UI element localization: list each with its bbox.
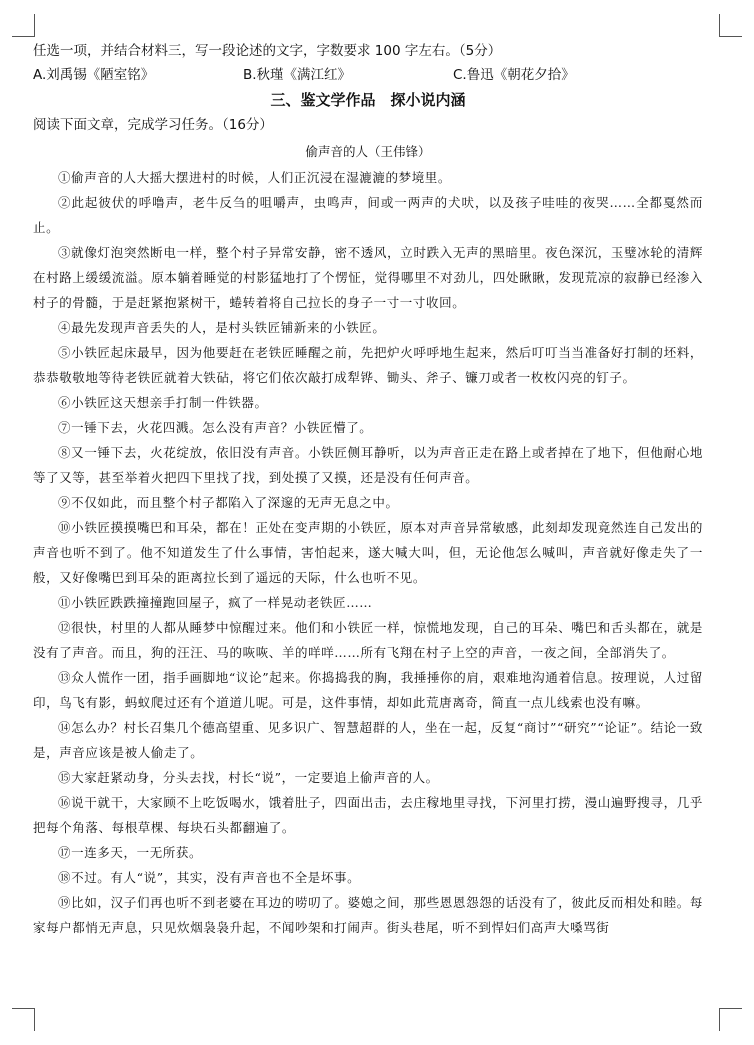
crop-mark-bottom-left <box>12 1008 35 1031</box>
section-title: 三、鉴文学作品 探小说内涵 <box>270 91 466 109</box>
crop-mark-top-left <box>12 14 35 37</box>
story-paragraph: ⑪小铁匠跌跌撞撞跑回屋子，疯了一样晃动老铁匠…… <box>58 595 373 610</box>
options-row <box>33 63 703 87</box>
story-paragraph: ⑮大家赶紧动身，分头去找，村长“说”，一定要追上偷声音的人。 <box>58 770 439 785</box>
story-paragraph: ③就像灯泡突然断电一样，整个村子异常安静，密不透风，立时跌入无声的黑暗里。夜色深沉，玉璧冰轮的清辉在村路上缓缓流溢。原本躺着睡觉的村影猛地打了个愣怔，觉得哪里不对劲儿，四处瞅瞅，发现荒凉的寂静已经渗入村子的骨髓，于是赶紧抱紧树干，蜷转着将自己拉长的身子一寸一寸收回。 <box>33 245 703 310</box>
story-paragraph: ⑰一连多天，一无所获。 <box>58 845 203 860</box>
task-line: 任选一项，并结合材料三，写一段论述的文字，字数要求 100 字左右。（5分） <box>33 43 502 59</box>
story-title: 偷声音的人（王伟锋） <box>305 144 431 159</box>
crop-mark-top-right <box>719 14 742 37</box>
crop-mark-bottom-right <box>719 1008 742 1031</box>
story-paragraph: ⑫很快，村里的人都从睡梦中惊醒过来。他们和小铁匠一样，惊慌地发现，自己的耳朵、嘴巴和舌头都在，就是没有了声音。而且，狗的汪汪、马的咴咴、羊的咩咩……所有飞翔在村子上空的声音，一夜之间，全部消失了。 <box>33 620 703 660</box>
story-paragraph: ⑭怎么办？村长召集几个德高望重、见多识广、智慧超群的人，坐在一起，反复“商讨”“研究”“论证”。结论一致是，声音应该是被人偷走了。 <box>33 720 703 760</box>
story-paragraph: ⑤小铁匠起床最早，因为他要赶在老铁匠睡醒之前，先把炉火呼呼地生起来，然后叮叮当当准备好打制的坯料，恭恭敬敬地等待老铁匠就着大铁砧，将它们依次敲打成犁铧、锄头、斧子、镰刀或者一枚枚闪亮的钉子。 <box>33 345 703 385</box>
option-c: C.鲁迅《朝花夕拾》 <box>453 67 575 83</box>
option-a: A.刘禹锡《陋室铭》 <box>33 67 155 83</box>
story-paragraph: ①偷声音的人大摇大摆进村的时候，人们正沉浸在湿漉漉的梦境里。 <box>58 170 452 185</box>
story-paragraph: ⑦一锤下去，火花四溅。怎么没有声音？小铁匠懵了。 <box>58 420 373 435</box>
story-paragraph: ⑲比如，汉子们再也听不到老婆在耳边的唠叨了。婆媳之间，那些恩恩怨怨的话没有了，彼此反而相处和睦。每家每户都悄无声息，只见炊烟袅袅升起，不闻吵架和打闹声。街头巷尾，听不到悍妇们高声大嗓骂街 <box>33 895 703 935</box>
story-paragraph: ⑩小铁匠摸摸嘴巴和耳朵，都在！正处在变声期的小铁匠，原本对声音异常敏感，此刻却发现竟然连自己发出的声音也听不到了。他不知道发生了什么事情，害怕起来，遂大喊大叫，但，无论他怎么喊叫，声音就好像走失了一般，又好像嘴巴到耳朵的距离拉长到了遥远的天际，什么也听不见。 <box>33 520 703 585</box>
story-paragraph: ⑬众人慌作一团，指手画脚地“议论”起来。你捣捣我的胸，我捶捶你的肩，艰难地沟通着信息。按理说，人过留印，鸟飞有影，蚂蚁爬过还有个道道儿呢。可是，这件事情，却如此荒唐离奇，简直一点儿线索也没有嘛。 <box>33 670 703 710</box>
story-paragraph: ⑨不仅如此，而且整个村子都陷入了深邃的无声无息之中。 <box>58 495 399 510</box>
story-paragraph: ⑥小铁匠这天想亲手打制一件铁器。 <box>58 395 268 410</box>
story-paragraph: ④最先发现声音丢失的人，是村头铁匠铺新来的小铁匠。 <box>58 320 386 335</box>
story-paragraph: ⑯说干就干，大家顾不上吃饭喝水，饿着肚子，四面出击，去庄稼地里寻找，下河里打捞，漫山遍野搜寻，几乎把每个角落、每根草棵、每块石头都翻遍了。 <box>33 795 703 835</box>
option-b: B.秋瑾《满江红》 <box>243 67 352 83</box>
story-paragraph: ⑱不过。有人“说”，其实，没有声音也不全是坏事。 <box>58 870 361 885</box>
page-content <box>33 39 703 940</box>
section-instruction: 阅读下面文章，完成学习任务。（16分） <box>33 117 273 133</box>
story-paragraph: ⑧又一锤下去，火花绽放，依旧没有声音。小铁匠侧耳静听，以为声音正走在路上或者掉在了地下，但他耐心地等了又等，甚至举着火把四下里找了找，到处摸了又摸，还是没有任何声音。 <box>33 445 703 485</box>
story-paragraph: ②此起彼伏的呼噜声，老牛反刍的咀嚼声，虫鸣声，间或一两声的犬吠，以及孩子哇哇的夜哭……全都戛然而止。 <box>33 195 703 235</box>
story-body <box>33 165 703 940</box>
